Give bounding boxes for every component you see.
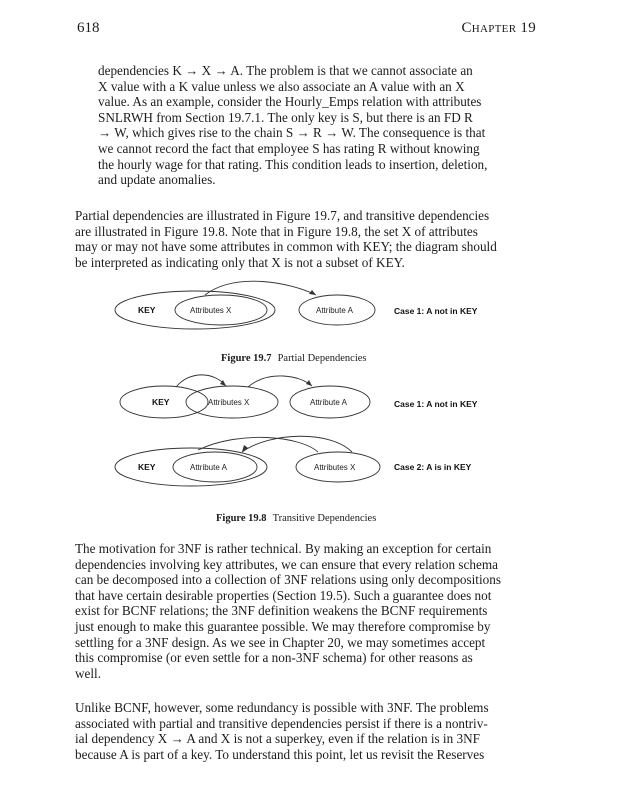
p3-line: that have certain desirable properties (Section 19.5). Such a guarantee does not bbox=[75, 587, 492, 603]
p1-line: we cannot record the fact that employee S has rating R without knowing bbox=[98, 140, 480, 156]
dependency-arrow bbox=[198, 437, 318, 452]
p3-line: The motivation for 3NF is rather technical. By making an exception for certain bbox=[75, 541, 492, 556]
case-label: Case 1: A not in KEY bbox=[394, 399, 478, 409]
figure-19-8-row1-diagram bbox=[120, 375, 478, 418]
p1-line: SNLRWH from Section 19.7.1. The only key is S, but there is an FD R bbox=[98, 109, 473, 125]
key-label: KEY bbox=[138, 305, 156, 315]
key-label: KEY bbox=[138, 462, 156, 472]
caption-number: Figure 19.8 bbox=[216, 513, 267, 524]
p1-line: dependencies K → X → A. The problem is that we cannot associate an bbox=[98, 63, 473, 78]
p4-line: associated with partial and transitive dependencies persist if there is a nontriv- bbox=[75, 715, 488, 731]
page-number: 618 bbox=[77, 20, 100, 36]
p2-line: may or may not have some attributes in common with KEY; the diagram should bbox=[75, 239, 497, 255]
attributes-x-label: Attributes X bbox=[208, 398, 250, 407]
attributes-x-label: Attributes X bbox=[190, 306, 232, 315]
p1-line: the hourly wage for that rating. This condition leads to insertion, deletion, bbox=[98, 156, 488, 172]
paragraph-3nf-motivation bbox=[75, 541, 541, 681]
paragraph-3nf-redundancy bbox=[75, 700, 541, 762]
attribute-a-label: Attribute A bbox=[190, 463, 227, 472]
p2-line: be interpreted as indicating only that X is not a subset of KEY. bbox=[75, 254, 405, 270]
attribute-a-label: Attribute A bbox=[310, 398, 347, 407]
p3-line: exist for BCNF relations; the 3NF definition weakens the BCNF requirements bbox=[75, 603, 488, 619]
p3-line: dependencies involving key attributes, we can ensure that every relation schema bbox=[75, 556, 498, 572]
key-label: KEY bbox=[152, 397, 170, 407]
case-label: Case 1: A not in KEY bbox=[394, 306, 478, 316]
p3-line: settling for a 3NF design. As we see in Chapter 20, we may sometimes accept bbox=[75, 634, 486, 650]
p4-line: because A is part of a key. To understand this point, let us revisit the Reserves bbox=[75, 746, 485, 762]
figure-19-8-caption bbox=[216, 513, 376, 524]
chapter-heading: Chapter 19 bbox=[461, 20, 536, 36]
attribute-a-label: Attribute A bbox=[316, 306, 353, 315]
p3-line: can be decomposed into a collection of 3NF relations using only decompositions bbox=[75, 572, 501, 588]
dependency-arrow bbox=[205, 281, 316, 295]
p2-line: are illustrated in Figure 19.8. Note that in Figure 19.8, the set X of attributes bbox=[75, 223, 478, 239]
attributes-x-label: Attributes X bbox=[314, 463, 356, 472]
arrowhead bbox=[242, 445, 248, 452]
dependency-arrow bbox=[248, 376, 312, 387]
figure-19-7-caption bbox=[221, 353, 366, 364]
p3-line: this compromise (or even settle for a non-3NF schema) for other reasons as bbox=[75, 650, 473, 666]
case-label: Case 2: A is in KEY bbox=[394, 462, 472, 472]
dependency-arrow bbox=[242, 436, 352, 452]
p1-line: value. As an example, consider the Hourly_Emps relation with attributes bbox=[98, 94, 482, 110]
p2-line: Partial dependencies are illustrated in Figure 19.7, and transitive dependencies bbox=[75, 208, 490, 223]
caption-text: Transitive Dependencies bbox=[272, 513, 377, 524]
p3-line: just enough to make this guarantee possible. We may therefore compromise by bbox=[75, 618, 491, 634]
p1-line: → W, which gives rise to the chain S → R → W. The consequence is that bbox=[98, 125, 486, 141]
figure-19-7-diagram bbox=[115, 281, 478, 329]
p1-line: and update anomalies. bbox=[98, 172, 216, 188]
caption-number: Figure 19.7 bbox=[221, 353, 272, 364]
dependency-arrow bbox=[176, 375, 226, 387]
p3-line: well. bbox=[75, 665, 102, 681]
caption-text: Partial Dependencies bbox=[277, 353, 367, 364]
figure-19-8-row2-diagram bbox=[115, 436, 472, 486]
p1-line: X value with a K value unless we also associate an A value with an X bbox=[98, 78, 465, 94]
arrowhead bbox=[306, 380, 312, 386]
p4-line: Unlike BCNF, however, some redundancy is possible with 3NF. The problems bbox=[75, 700, 489, 715]
p4-line: ial dependency X → A and X is not a superkey, even if the relation is in 3NF bbox=[75, 731, 480, 747]
